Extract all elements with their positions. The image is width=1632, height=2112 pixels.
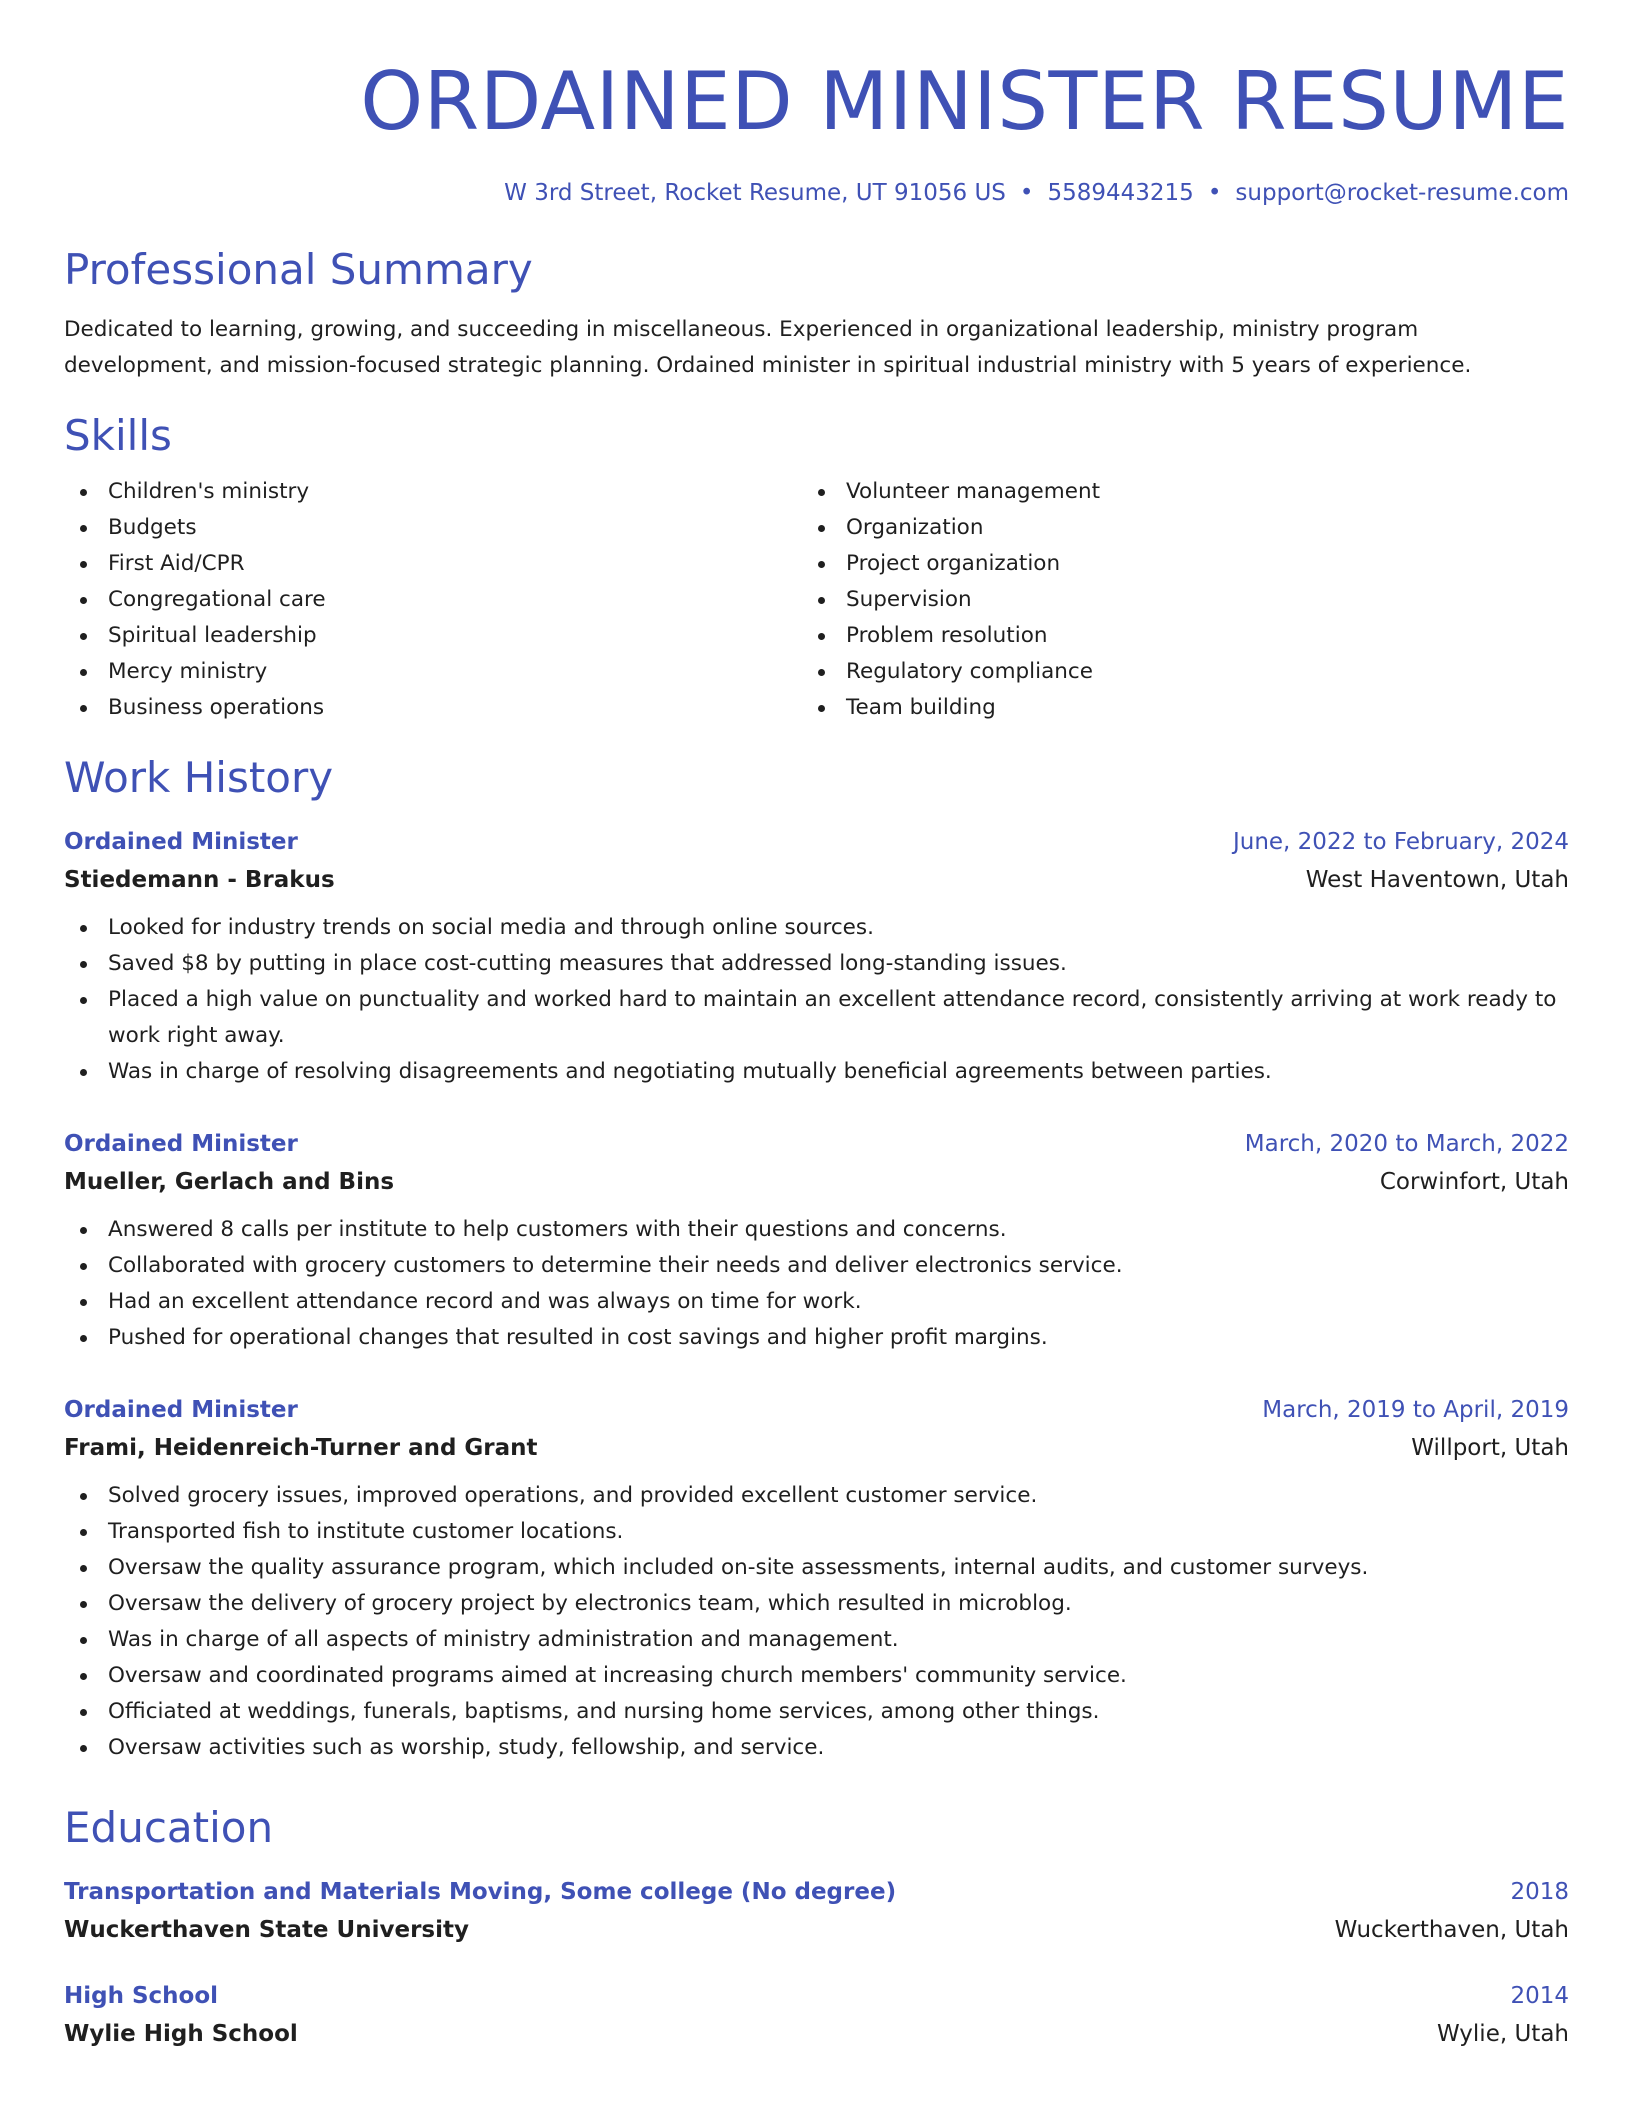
job-dates: June, 2022 to February, 2024 <box>1232 829 1569 855</box>
education-location: Wuckerthaven, Utah <box>1334 1917 1569 1943</box>
job-bullet: Oversaw activities such as worship, study, fellowship, and service. <box>64 1730 1569 1766</box>
skill-item: Supervision <box>802 582 1100 618</box>
job-bullets <box>64 910 1569 1090</box>
job-role: Ordained Minister <box>64 1131 298 1157</box>
skill-item: Budgets <box>64 510 802 546</box>
education-degree: High School <box>64 1983 219 2009</box>
job-company: Mueller, Gerlach and Bins <box>64 1169 395 1195</box>
job-entry <box>64 1126 1569 1356</box>
skill-item: Organization <box>802 510 1100 546</box>
education-location: Wylie, Utah <box>1436 2021 1569 2047</box>
education-header-row <box>64 1874 1569 1910</box>
education-school: Wylie High School <box>64 2021 298 2047</box>
job-bullet: Pushed for operational changes that resulted in cost savings and higher profit margins. <box>64 1320 1569 1356</box>
job-bullet: Had an excellent attendance record and was always on time for work. <box>64 1284 1569 1320</box>
job-dates: March, 2019 to April, 2019 <box>1262 1397 1569 1423</box>
skills-column-right <box>802 474 1100 726</box>
job-bullet: Oversaw the delivery of grocery project by electronics team, which resulted in microblog. <box>64 1586 1569 1622</box>
job-bullet: Collaborated with grocery customers to determine their needs and deliver electronics service. <box>64 1248 1569 1284</box>
job-bullets <box>64 1212 1569 1356</box>
job-header-row <box>64 1126 1569 1162</box>
contact-email: support@rocket-resume.com <box>1235 180 1569 206</box>
job-entry <box>64 824 1569 1090</box>
job-bullet: Was in charge of all aspects of ministry administration and management. <box>64 1622 1569 1658</box>
job-company-row <box>64 860 1569 900</box>
education-entry <box>64 1978 1569 2054</box>
contact-separator: • <box>1019 180 1034 206</box>
skill-item: First Aid/CPR <box>64 546 802 582</box>
job-bullet: Answered 8 calls per institute to help customers with their questions and concerns. <box>64 1212 1569 1248</box>
skill-item: Children's ministry <box>64 474 802 510</box>
skill-item: Team building <box>802 690 1100 726</box>
contact-line <box>64 176 1569 210</box>
work-history-section <box>64 750 1569 1766</box>
job-bullet: Saved $8 by putting in place cost-cutting measures that addressed long-standing issues. <box>64 946 1569 982</box>
job-dates: March, 2020 to March, 2022 <box>1244 1131 1569 1157</box>
skills-columns <box>64 474 1569 726</box>
education-school: Wuckerthaven State University <box>64 1917 469 1943</box>
resume-header <box>64 0 1569 210</box>
contact-phone: 5589443215 <box>1047 180 1194 206</box>
job-bullet: Placed a high value on punctuality and worked hard to maintain an excellent attendance record, consistently arriving at work ready to work right away. <box>64 982 1569 1054</box>
job-header-row <box>64 1392 1569 1428</box>
job-location: Corwinfort, Utah <box>1379 1169 1569 1195</box>
education-year: 2018 <box>1510 1879 1569 1905</box>
education-year: 2014 <box>1510 1983 1569 2009</box>
skill-item: Mercy ministry <box>64 654 802 690</box>
skill-item: Spiritual leadership <box>64 618 802 654</box>
education-school-row <box>64 1910 1569 1950</box>
resume-title: ORDAINED MINISTER RESUME <box>360 55 1569 148</box>
skills-section <box>64 408 1569 726</box>
skill-item: Business operations <box>64 690 802 726</box>
job-role: Ordained Minister <box>64 829 298 855</box>
job-bullet: Was in charge of resolving disagreements and negotiating mutually beneficial agreements between parties. <box>64 1054 1569 1090</box>
job-bullet: Oversaw the quality assurance program, which included on-site assessments, internal audits, and customer surveys. <box>64 1550 1569 1586</box>
skills-column-left <box>64 474 802 726</box>
job-company: Stiedemann - Brakus <box>64 867 335 893</box>
job-bullets <box>64 1478 1569 1766</box>
education-school-row <box>64 2014 1569 2054</box>
education-section <box>64 1800 1569 2054</box>
contact-separator: • <box>1207 180 1222 206</box>
job-entry <box>64 1392 1569 1766</box>
skill-item: Problem resolution <box>802 618 1100 654</box>
job-role: Ordained Minister <box>64 1397 298 1423</box>
education-entry <box>64 1874 1569 1950</box>
job-bullet: Looked for industry trends on social media and through online sources. <box>64 910 1569 946</box>
skill-item: Volunteer management <box>802 474 1100 510</box>
education-heading: Education <box>64 1803 274 1852</box>
work-history-heading: Work History <box>64 753 334 802</box>
job-bullet: Oversaw and coordinated programs aimed at increasing church members' community service. <box>64 1658 1569 1694</box>
job-company-row <box>64 1428 1569 1468</box>
skill-item: Regulatory compliance <box>802 654 1100 690</box>
contact-address: W 3rd Street, Rocket Resume, UT 91056 US <box>504 180 1006 206</box>
job-company-row <box>64 1162 1569 1202</box>
summary-text: Dedicated to learning, growing, and succeeding in miscellaneous. Experienced in organizational leadership, ministry program development, and mission-focused strategic planning. Ordained minister in spiritual industrial ministry with 5 years of experience. <box>64 317 1472 378</box>
summary-section <box>64 242 1569 384</box>
education-degree: Transportation and Materials Moving, Some college (No degree) <box>64 1879 897 1905</box>
job-bullet: Officiated at weddings, funerals, baptisms, and nursing home services, among other things. <box>64 1694 1569 1730</box>
skill-item: Congregational care <box>64 582 802 618</box>
skill-item: Project organization <box>802 546 1100 582</box>
summary-heading: Professional Summary <box>64 245 533 294</box>
education-header-row <box>64 1978 1569 2014</box>
skills-heading: Skills <box>64 411 172 460</box>
job-header-row <box>64 824 1569 860</box>
job-bullet: Transported fish to institute customer locations. <box>64 1514 1569 1550</box>
job-location: Willport, Utah <box>1411 1435 1569 1461</box>
job-bullet: Solved grocery issues, improved operations, and provided excellent customer service. <box>64 1478 1569 1514</box>
job-location: West Haventown, Utah <box>1305 867 1569 893</box>
job-company: Frami, Heidenreich-Turner and Grant <box>64 1435 538 1461</box>
